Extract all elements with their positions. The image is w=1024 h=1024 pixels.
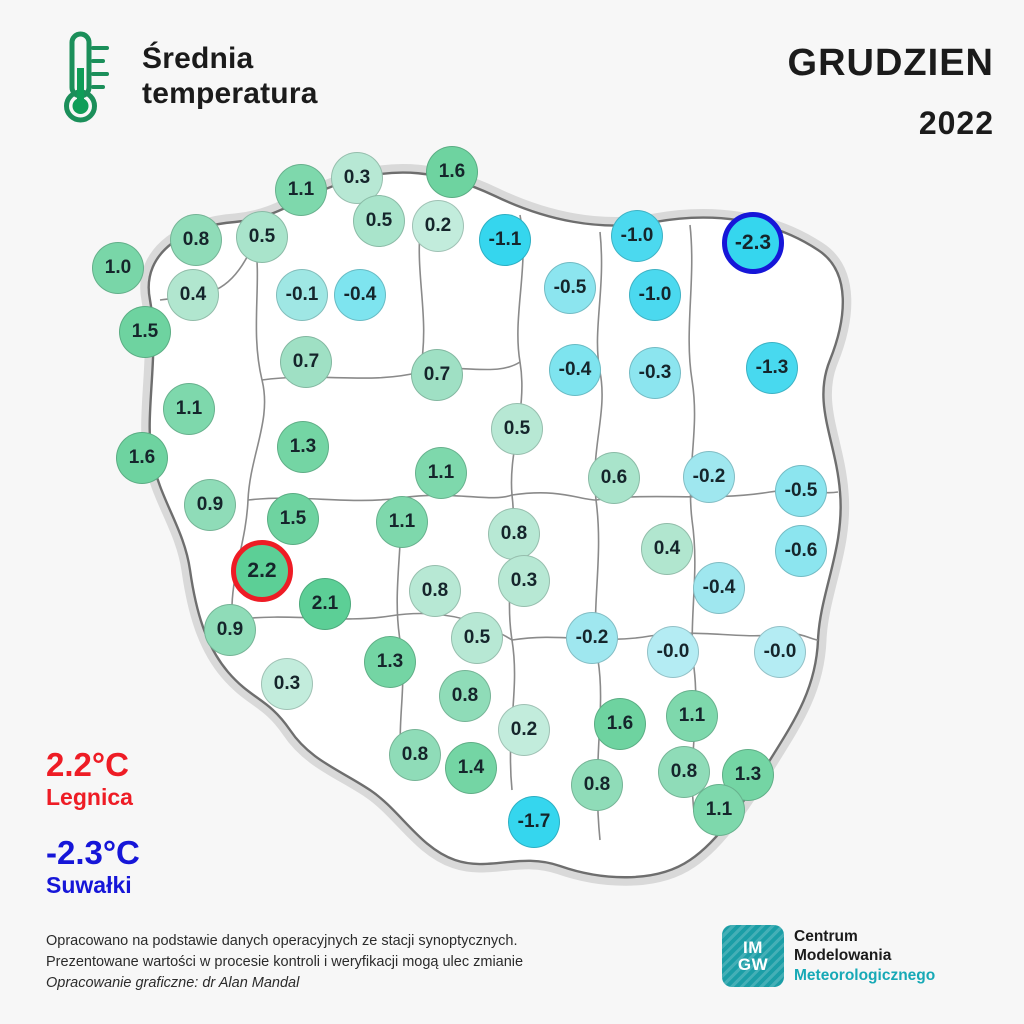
station-value: -0.4 <box>558 359 592 380</box>
station-marker <box>775 465 827 517</box>
station-value: -1.0 <box>620 225 654 246</box>
station-value: -0.2 <box>692 466 726 487</box>
station-value: 1.6 <box>128 447 156 468</box>
station-marker <box>116 432 168 484</box>
station-marker <box>231 540 293 602</box>
station-marker <box>693 784 745 836</box>
station-marker <box>299 578 351 630</box>
imgw-logo <box>722 925 935 987</box>
station-marker <box>641 523 693 575</box>
station-marker <box>236 211 288 263</box>
station-value: 0.5 <box>248 226 276 247</box>
station-value: 1.1 <box>287 179 315 200</box>
station-marker <box>412 200 464 252</box>
station-marker <box>611 210 663 262</box>
station-value: 1.1 <box>427 462 455 483</box>
min-temperature-legend <box>46 836 140 901</box>
max-temperature-legend <box>46 748 133 813</box>
max-temperature-station: Legnica <box>46 783 133 810</box>
station-marker <box>409 565 461 617</box>
station-value: -0.3 <box>638 362 672 383</box>
station-value: -1.3 <box>755 357 789 378</box>
station-value: 0.8 <box>583 774 611 795</box>
station-marker <box>722 212 784 274</box>
station-value: 1.6 <box>606 713 634 734</box>
station-marker <box>163 383 215 435</box>
station-marker <box>119 306 171 358</box>
station-marker <box>280 336 332 388</box>
station-value: 1.1 <box>388 511 416 532</box>
station-value: -0.2 <box>575 627 609 648</box>
logo-text-line2: Modelowania <box>794 947 892 965</box>
station-value: 0.8 <box>421 580 449 601</box>
station-marker <box>277 421 329 473</box>
station-marker <box>549 344 601 396</box>
title-line-1: Średnia <box>142 42 254 75</box>
station-marker <box>364 636 416 688</box>
station-marker <box>629 347 681 399</box>
station-marker <box>498 704 550 756</box>
min-temperature-station: Suwałki <box>46 871 132 898</box>
station-value: 1.1 <box>175 398 203 419</box>
station-value: -1.7 <box>517 811 551 832</box>
station-marker <box>439 670 491 722</box>
footer-line-3: Opracowanie graficzne: dr Alan Mandal <box>46 975 300 992</box>
station-marker <box>184 479 236 531</box>
station-value: -1.0 <box>638 284 672 305</box>
station-value: 0.8 <box>451 685 479 706</box>
station-value: 0.6 <box>600 467 628 488</box>
min-temperature-value: -2.3°C <box>46 834 140 871</box>
logo-text-line1: Centrum <box>794 927 858 945</box>
station-value: 2.2 <box>247 559 277 582</box>
station-value: 1.5 <box>279 508 307 529</box>
station-marker <box>544 262 596 314</box>
station-marker <box>683 451 735 503</box>
station-value: -1.1 <box>488 229 522 250</box>
footer-note <box>46 931 523 994</box>
station-value: 0.5 <box>365 210 393 231</box>
station-value: 0.7 <box>423 364 451 385</box>
station-value: 0.2 <box>510 719 538 740</box>
station-value: -2.3 <box>734 231 772 254</box>
station-marker <box>571 759 623 811</box>
station-marker <box>488 508 540 560</box>
logo-text-line3: Meteorologicznego <box>794 966 936 984</box>
station-marker <box>491 403 543 455</box>
station-marker <box>389 729 441 781</box>
station-marker <box>629 269 681 321</box>
station-value: 1.4 <box>457 757 485 778</box>
station-value: 1.3 <box>734 764 762 785</box>
station-value: 0.9 <box>196 494 224 515</box>
station-value: 0.7 <box>292 351 320 372</box>
station-value: -0.0 <box>656 641 690 662</box>
station-marker <box>666 690 718 742</box>
station-marker <box>498 555 550 607</box>
station-marker <box>445 742 497 794</box>
station-marker <box>566 612 618 664</box>
station-value: 0.2 <box>424 215 452 236</box>
station-marker <box>754 626 806 678</box>
station-marker <box>353 195 405 247</box>
imgw-logo-mark <box>722 925 784 987</box>
station-marker <box>508 796 560 848</box>
station-value: 0.3 <box>343 167 371 188</box>
station-value: 1.0 <box>104 257 132 278</box>
station-value: 0.8 <box>182 229 210 250</box>
station-marker <box>411 349 463 401</box>
station-value: 2.1 <box>311 593 339 614</box>
station-value: 0.4 <box>653 538 681 559</box>
station-value: 0.8 <box>500 523 528 544</box>
station-value: 1.5 <box>131 321 159 342</box>
station-marker <box>275 164 327 216</box>
station-marker <box>647 626 699 678</box>
station-value: 1.6 <box>438 161 466 182</box>
station-value: -0.5 <box>553 277 587 298</box>
footer-line-2: Prezentowane wartości w procesie kontroli i weryfikacji mogą ulec zmianie <box>46 954 524 971</box>
station-marker <box>693 562 745 614</box>
station-value: 0.8 <box>670 761 698 782</box>
station-marker <box>415 447 467 499</box>
station-value: -0.4 <box>702 577 736 598</box>
station-marker <box>204 604 256 656</box>
station-marker <box>334 269 386 321</box>
station-value: 0.5 <box>503 418 531 439</box>
station-marker <box>261 658 313 710</box>
station-value: 1.3 <box>289 436 317 457</box>
station-value: -0.0 <box>763 641 797 662</box>
station-value: -0.4 <box>343 284 377 305</box>
max-temperature-value: 2.2°C <box>46 746 129 783</box>
station-value: 0.3 <box>273 673 301 694</box>
footer-line-1: Opracowano na podstawie danych operacyjnych ze stacji synoptycznych. <box>46 933 518 949</box>
imgw-logo-mark-line2: GW <box>737 955 769 974</box>
station-marker <box>170 214 222 266</box>
station-marker <box>746 342 798 394</box>
station-marker <box>588 452 640 504</box>
station-value: 1.1 <box>705 799 733 820</box>
station-value: 0.3 <box>510 570 538 591</box>
station-value: 0.8 <box>401 744 429 765</box>
station-value: 0.4 <box>179 284 207 305</box>
station-marker <box>775 525 827 577</box>
station-value: 0.5 <box>463 627 491 648</box>
year-label: 2022 <box>918 105 994 141</box>
station-value: 1.3 <box>376 651 404 672</box>
imgw-logo-text <box>794 927 935 985</box>
station-marker <box>376 496 428 548</box>
imgw-logo-mark-line1: IM <box>743 938 763 957</box>
station-value: 1.1 <box>678 705 706 726</box>
station-marker <box>267 493 319 545</box>
station-marker <box>167 269 219 321</box>
station-value: 0.9 <box>216 619 244 640</box>
station-marker <box>426 146 478 198</box>
station-marker <box>276 269 328 321</box>
station-marker <box>92 242 144 294</box>
station-value: -0.6 <box>784 540 818 561</box>
title-line-2: temperatura <box>142 76 318 110</box>
station-marker <box>479 214 531 266</box>
station-marker <box>451 612 503 664</box>
station-value: -0.5 <box>784 480 818 501</box>
station-marker <box>594 698 646 750</box>
station-value: -0.1 <box>285 284 319 305</box>
month-label: GRUDZIEN <box>787 42 994 84</box>
